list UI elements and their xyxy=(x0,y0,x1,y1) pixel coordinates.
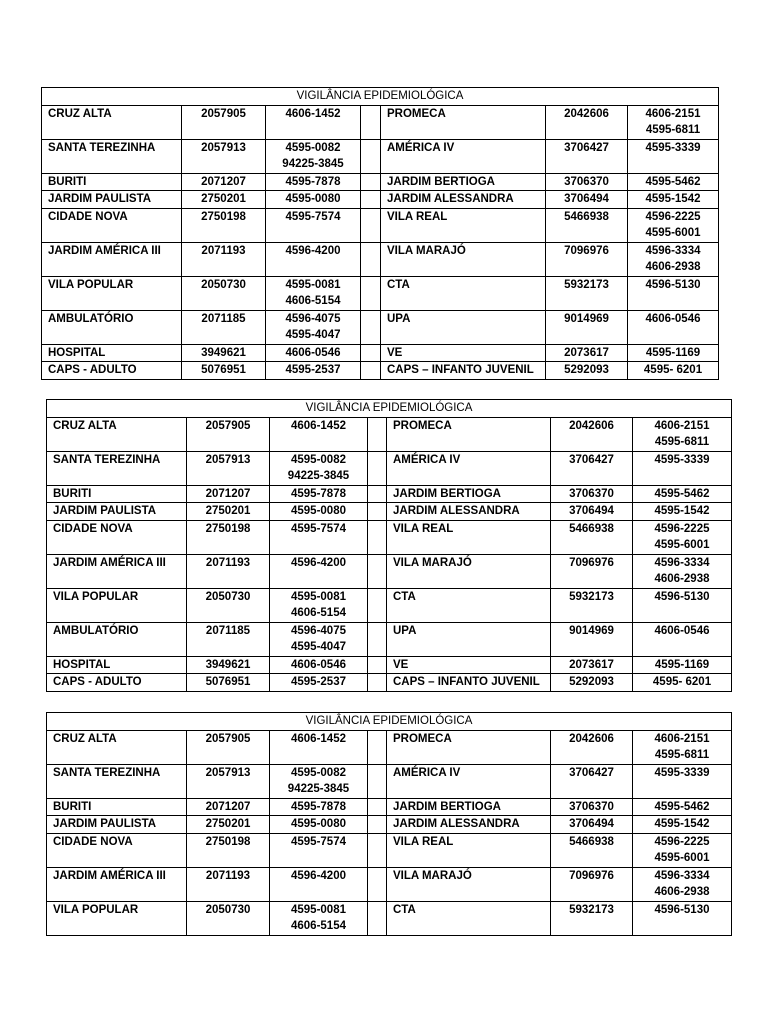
unit-name: VILA POPULAR xyxy=(42,276,182,310)
unit-name: BURITI xyxy=(42,173,182,191)
phone-cell xyxy=(633,833,732,867)
phone-cell xyxy=(633,451,732,485)
table-title: VIGILÂNCIA EPIDEMIOLÓGICA xyxy=(47,400,732,418)
unit-code: 5076951 xyxy=(182,362,266,380)
table-row xyxy=(47,867,732,901)
phone-number: 4595-3339 xyxy=(654,766,710,779)
unit-name: CAPS – INFANTO JUVENIL xyxy=(381,362,546,380)
table-row xyxy=(42,242,719,276)
phone-cell xyxy=(266,173,361,191)
phone-cell xyxy=(270,485,368,503)
phone-number: 4595-1169 xyxy=(654,658,710,671)
phone-cell xyxy=(628,276,719,310)
phone-number: 94225-3845 xyxy=(287,783,350,795)
unit-name: CAPS - ADULTO xyxy=(42,362,182,380)
phone-number: 4595-1169 xyxy=(645,346,701,359)
unit-name: AMÉRICA IV xyxy=(381,139,546,173)
phone-cell xyxy=(633,867,732,901)
phone-cell xyxy=(628,191,719,209)
column-divider xyxy=(368,485,387,503)
phone-number: 4595-3339 xyxy=(654,453,710,466)
column-divider xyxy=(361,242,381,276)
phone-number: 4595-1542 xyxy=(654,818,710,830)
unit-name: JARDIM AMÉRICA III xyxy=(47,554,187,588)
unit-code: 7096976 xyxy=(551,554,633,588)
unit-name: HOSPITAL xyxy=(42,344,182,362)
phone-number: 4595-7574 xyxy=(291,522,346,535)
unit-code: 3706370 xyxy=(551,798,633,816)
column-divider xyxy=(368,417,387,451)
phone-number: 4595-0080 xyxy=(285,193,341,205)
phone-number: 4595-7574 xyxy=(291,835,346,848)
phone-number: 4595-0081 xyxy=(291,903,346,916)
phone-cell xyxy=(270,622,368,656)
phone-number: 4606-0546 xyxy=(285,346,341,359)
unit-code: 2057905 xyxy=(182,105,266,139)
phone-number: 4595-0082 xyxy=(285,141,341,154)
unit-code: 2057913 xyxy=(187,451,270,485)
phone-cell xyxy=(633,674,732,692)
unit-code: 2057913 xyxy=(182,139,266,173)
unit-code: 2750201 xyxy=(187,503,270,521)
phone-number: 94225-3845 xyxy=(282,158,344,170)
phone-number: 4596-3334 xyxy=(645,244,701,257)
phone-number: 4596-2225 xyxy=(645,210,701,223)
unit-name: AMÉRICA IV xyxy=(387,764,551,798)
phone-cell xyxy=(270,901,368,935)
phone-number: 4596-3334 xyxy=(654,556,710,569)
unit-code: 2073617 xyxy=(546,344,628,362)
table-row xyxy=(42,173,719,191)
unit-name: CRUZ ALTA xyxy=(42,105,182,139)
phone-cell xyxy=(628,105,719,139)
column-divider xyxy=(368,798,387,816)
phone-cell xyxy=(266,242,361,276)
phone-cell xyxy=(628,310,719,344)
phone-number: 4595-7878 xyxy=(291,800,346,813)
unit-code: 2071207 xyxy=(187,485,270,503)
contact-table xyxy=(46,712,732,936)
phone-number: 4596-3334 xyxy=(654,869,710,882)
unit-name: JARDIM ALESSANDRA xyxy=(381,191,546,209)
column-divider xyxy=(368,554,387,588)
column-divider xyxy=(361,276,381,310)
unit-code: 2042606 xyxy=(551,730,633,764)
phone-number: 4595-6811 xyxy=(645,124,701,136)
column-divider xyxy=(361,344,381,362)
phone-cell xyxy=(270,656,368,674)
unit-code: 2050730 xyxy=(182,276,266,310)
phone-number: 4595-3339 xyxy=(645,141,701,154)
phone-number: 4606-2151 xyxy=(645,107,701,120)
phone-number: 4595-7878 xyxy=(285,175,341,188)
phone-number: 4595-0080 xyxy=(291,505,346,517)
unit-code: 3949621 xyxy=(187,656,270,674)
phone-cell xyxy=(270,520,368,554)
phone-number: 4606-2151 xyxy=(654,732,710,745)
phone-number: 4595-6811 xyxy=(654,749,710,761)
phone-number: 4596-4200 xyxy=(285,244,341,257)
unit-code: 3706494 xyxy=(551,816,633,834)
unit-name: CAPS - ADULTO xyxy=(47,674,187,692)
phone-cell xyxy=(270,730,368,764)
phone-number: 4596-2225 xyxy=(654,522,710,535)
unit-name: CIDADE NOVA xyxy=(47,833,187,867)
unit-name: JARDIM ALESSANDRA xyxy=(387,503,551,521)
phone-cell xyxy=(633,485,732,503)
phone-number: 4595-1542 xyxy=(645,193,701,205)
unit-code: 2750198 xyxy=(182,208,266,242)
phone-cell xyxy=(633,798,732,816)
phone-cell xyxy=(270,833,368,867)
phone-cell xyxy=(628,208,719,242)
phone-number: 4595-7574 xyxy=(285,210,341,223)
phone-number: 4595-2537 xyxy=(291,676,346,688)
unit-code: 3949621 xyxy=(182,344,266,362)
unit-code: 2071185 xyxy=(182,310,266,344)
unit-code: 2050730 xyxy=(187,588,270,622)
unit-code: 5932173 xyxy=(546,276,628,310)
unit-code: 2057913 xyxy=(187,764,270,798)
column-divider xyxy=(361,310,381,344)
unit-code: 2042606 xyxy=(551,417,633,451)
phone-cell xyxy=(633,656,732,674)
phone-cell xyxy=(628,344,719,362)
phone-cell xyxy=(266,362,361,380)
unit-name: VILA REAL xyxy=(381,208,546,242)
phone-cell xyxy=(633,764,732,798)
unit-code: 2071207 xyxy=(187,798,270,816)
unit-name: JARDIM ALESSANDRA xyxy=(387,816,551,834)
phone-number: 4596-4200 xyxy=(291,869,346,882)
unit-code: 5466938 xyxy=(551,833,633,867)
unit-code: 2750201 xyxy=(182,191,266,209)
unit-name: AMBULATÓRIO xyxy=(47,622,187,656)
column-divider xyxy=(361,362,381,380)
column-divider xyxy=(368,730,387,764)
phone-cell xyxy=(633,588,732,622)
unit-name: VE xyxy=(381,344,546,362)
unit-code: 2071193 xyxy=(182,242,266,276)
contact-table xyxy=(46,399,732,692)
unit-code: 5076951 xyxy=(187,674,270,692)
table-row xyxy=(47,417,732,451)
column-divider xyxy=(361,191,381,209)
unit-code: 3706427 xyxy=(551,764,633,798)
unit-name: JARDIM PAULISTA xyxy=(47,816,187,834)
phone-cell xyxy=(270,588,368,622)
column-divider xyxy=(368,622,387,656)
phone-cell xyxy=(270,674,368,692)
table-row xyxy=(47,833,732,867)
unit-code: 2750198 xyxy=(187,833,270,867)
unit-name: VILA MARAJÓ xyxy=(381,242,546,276)
column-divider xyxy=(368,901,387,935)
unit-code: 3706494 xyxy=(546,191,628,209)
unit-name: JARDIM BERTIOGA xyxy=(387,798,551,816)
phone-number: 4595-0082 xyxy=(291,766,346,779)
contact-table xyxy=(41,87,719,380)
unit-code: 3706494 xyxy=(551,503,633,521)
phone-number: 4595-0081 xyxy=(285,278,341,291)
phone-number: 4595-4047 xyxy=(291,641,346,653)
unit-code: 2057905 xyxy=(187,417,270,451)
column-divider xyxy=(368,520,387,554)
phone-number: 4596-5130 xyxy=(645,278,701,291)
unit-name: AMÉRICA IV xyxy=(387,451,551,485)
unit-name: CTA xyxy=(381,276,546,310)
unit-code: 7096976 xyxy=(551,867,633,901)
phone-cell xyxy=(270,816,368,834)
column-divider xyxy=(361,139,381,173)
unit-name: SANTA TEREZINHA xyxy=(47,451,187,485)
phone-cell xyxy=(628,173,719,191)
unit-code: 2042606 xyxy=(546,105,628,139)
unit-name: VILA MARAJÓ xyxy=(387,554,551,588)
unit-name: SANTA TEREZINHA xyxy=(42,139,182,173)
phone-number: 4606-2938 xyxy=(654,573,710,585)
phone-number: 4595- 6201 xyxy=(643,364,703,376)
table-row xyxy=(47,520,732,554)
unit-code: 2050730 xyxy=(187,901,270,935)
phone-number: 4596-4075 xyxy=(285,312,341,325)
unit-code: 3706370 xyxy=(551,485,633,503)
table-row xyxy=(47,554,732,588)
table-row xyxy=(47,730,732,764)
phone-number: 4595-5462 xyxy=(645,175,701,188)
phone-cell xyxy=(270,764,368,798)
unit-code: 3706427 xyxy=(546,139,628,173)
phone-cell xyxy=(270,503,368,521)
phone-number: 4595-5462 xyxy=(654,800,710,813)
phone-number: 4595-6001 xyxy=(654,539,710,551)
unit-code: 5466938 xyxy=(551,520,633,554)
table-row xyxy=(42,344,719,362)
table-row xyxy=(47,451,732,485)
table-row xyxy=(42,208,719,242)
phone-number: 4596-4200 xyxy=(291,556,346,569)
table-row xyxy=(47,901,732,935)
phone-number: 4595-2537 xyxy=(285,364,341,376)
unit-name: CIDADE NOVA xyxy=(47,520,187,554)
table-title: VIGILÂNCIA EPIDEMIOLÓGICA xyxy=(47,713,732,731)
unit-code: 9014969 xyxy=(546,310,628,344)
unit-name: CIDADE NOVA xyxy=(42,208,182,242)
phone-cell xyxy=(266,344,361,362)
column-divider xyxy=(368,656,387,674)
unit-name: PROMECA xyxy=(381,105,546,139)
phone-cell xyxy=(266,139,361,173)
unit-code: 2071185 xyxy=(187,622,270,656)
column-divider xyxy=(361,105,381,139)
phone-cell xyxy=(270,554,368,588)
unit-name: UPA xyxy=(381,310,546,344)
phone-number: 4606-1452 xyxy=(291,419,346,432)
phone-number: 4595-5462 xyxy=(654,487,710,500)
column-divider xyxy=(361,173,381,191)
phone-number: 4606-2938 xyxy=(654,886,710,898)
phone-number: 4595-0081 xyxy=(291,590,346,603)
unit-code: 7096976 xyxy=(546,242,628,276)
table-row xyxy=(47,503,732,521)
table-row xyxy=(47,674,732,692)
unit-code: 5932173 xyxy=(551,901,633,935)
table-title: VIGILÂNCIA EPIDEMIOLÓGICA xyxy=(42,88,719,106)
column-divider xyxy=(361,208,381,242)
unit-name: AMBULATÓRIO xyxy=(42,310,182,344)
phone-number: 4606-2938 xyxy=(645,261,701,273)
column-divider xyxy=(368,503,387,521)
unit-name: VILA MARAJÓ xyxy=(387,867,551,901)
unit-name: JARDIM AMÉRICA III xyxy=(47,867,187,901)
unit-code: 2073617 xyxy=(551,656,633,674)
unit-name: VILA POPULAR xyxy=(47,588,187,622)
unit-name: CRUZ ALTA xyxy=(47,730,187,764)
table-row xyxy=(42,191,719,209)
phone-cell xyxy=(633,622,732,656)
unit-code: 9014969 xyxy=(551,622,633,656)
unit-code: 2750201 xyxy=(187,816,270,834)
table-row xyxy=(47,588,732,622)
phone-number: 4595-6001 xyxy=(654,852,710,864)
unit-code: 2057905 xyxy=(187,730,270,764)
phone-cell xyxy=(266,208,361,242)
phone-cell xyxy=(633,520,732,554)
column-divider xyxy=(368,451,387,485)
unit-name: HOSPITAL xyxy=(47,656,187,674)
phone-cell xyxy=(633,503,732,521)
phone-cell xyxy=(628,139,719,173)
phone-number: 4595-6811 xyxy=(654,436,710,448)
unit-name: PROMECA xyxy=(387,730,551,764)
phone-cell xyxy=(266,105,361,139)
phone-number: 4606-1452 xyxy=(291,732,346,745)
column-divider xyxy=(368,833,387,867)
unit-name: CAPS – INFANTO JUVENIL xyxy=(387,674,551,692)
unit-name: CTA xyxy=(387,588,551,622)
unit-name: UPA xyxy=(387,622,551,656)
unit-code: 3706370 xyxy=(546,173,628,191)
table-row xyxy=(47,798,732,816)
unit-code: 5932173 xyxy=(551,588,633,622)
phone-number: 4596-5130 xyxy=(654,590,710,603)
unit-code: 3706427 xyxy=(551,451,633,485)
phone-cell xyxy=(633,554,732,588)
unit-code: 2750198 xyxy=(187,520,270,554)
unit-name: CTA xyxy=(387,901,551,935)
unit-name: JARDIM PAULISTA xyxy=(42,191,182,209)
unit-name: PROMECA xyxy=(387,417,551,451)
unit-code: 2071193 xyxy=(187,554,270,588)
column-divider xyxy=(368,588,387,622)
phone-cell xyxy=(270,451,368,485)
phone-number: 4606-0546 xyxy=(291,658,346,671)
table-row xyxy=(47,816,732,834)
phone-number: 4606-2151 xyxy=(654,419,710,432)
unit-name: JARDIM AMÉRICA III xyxy=(42,242,182,276)
phone-cell xyxy=(633,816,732,834)
table-row xyxy=(47,485,732,503)
unit-name: SANTA TEREZINHA xyxy=(47,764,187,798)
phone-number: 4606-0546 xyxy=(645,312,701,325)
table-row xyxy=(42,362,719,380)
phone-number: 4595-4047 xyxy=(285,329,341,341)
phone-cell xyxy=(628,242,719,276)
phone-number: 4595-0082 xyxy=(291,453,346,466)
phone-number: 4606-0546 xyxy=(654,624,710,637)
table-row xyxy=(47,656,732,674)
unit-name: JARDIM BERTIOGA xyxy=(387,485,551,503)
phone-number: 4596-2225 xyxy=(654,835,710,848)
phone-cell xyxy=(266,310,361,344)
unit-code: 5292093 xyxy=(551,674,633,692)
phone-cell xyxy=(270,867,368,901)
column-divider xyxy=(368,816,387,834)
table-row xyxy=(42,105,719,139)
phone-number: 4595-1542 xyxy=(654,505,710,517)
phone-number: 4606-1452 xyxy=(285,107,341,120)
unit-name: JARDIM BERTIOGA xyxy=(381,173,546,191)
phone-cell xyxy=(633,417,732,451)
unit-name: VILA REAL xyxy=(387,833,551,867)
unit-name: CRUZ ALTA xyxy=(47,417,187,451)
phone-number: 4596-5130 xyxy=(654,903,710,916)
unit-name: BURITI xyxy=(47,485,187,503)
phone-number: 4595-0080 xyxy=(291,818,346,830)
table-row xyxy=(42,139,719,173)
column-divider xyxy=(368,674,387,692)
phone-number: 4606-5154 xyxy=(285,295,341,307)
phone-cell xyxy=(266,191,361,209)
unit-code: 5466938 xyxy=(546,208,628,242)
unit-code: 5292093 xyxy=(546,362,628,380)
phone-number: 4596-4075 xyxy=(291,624,346,637)
phone-number: 94225-3845 xyxy=(287,470,350,482)
table-row xyxy=(47,622,732,656)
phone-number: 4595- 6201 xyxy=(652,676,712,688)
phone-cell xyxy=(270,798,368,816)
unit-name: JARDIM PAULISTA xyxy=(47,503,187,521)
table-row xyxy=(47,764,732,798)
unit-code: 2071193 xyxy=(187,867,270,901)
table-row xyxy=(42,276,719,310)
phone-cell xyxy=(266,276,361,310)
phone-cell xyxy=(270,417,368,451)
column-divider xyxy=(368,764,387,798)
table-row xyxy=(42,310,719,344)
phone-number: 4595-6001 xyxy=(645,227,701,239)
phone-cell xyxy=(633,901,732,935)
unit-name: VILA REAL xyxy=(387,520,551,554)
phone-cell xyxy=(628,362,719,380)
unit-name: VILA POPULAR xyxy=(47,901,187,935)
phone-number: 4606-5154 xyxy=(291,607,346,619)
column-divider xyxy=(368,867,387,901)
phone-number: 4606-5154 xyxy=(291,920,346,932)
unit-code: 2071207 xyxy=(182,173,266,191)
unit-name: BURITI xyxy=(47,798,187,816)
phone-cell xyxy=(633,730,732,764)
unit-name: VE xyxy=(387,656,551,674)
phone-number: 4595-7878 xyxy=(291,487,346,500)
